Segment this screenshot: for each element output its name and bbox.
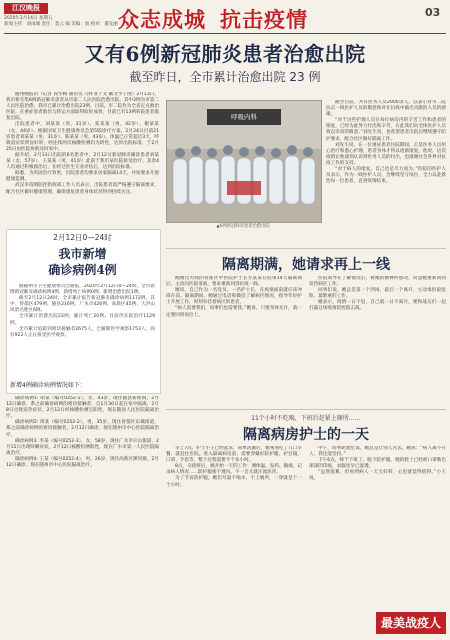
section3-col1 xyxy=(166,446,302,610)
lead-article-col3 xyxy=(326,100,446,238)
section3-col2 xyxy=(309,446,446,606)
section3-title: 隔离病房护士的一天 xyxy=(243,427,369,443)
slogan-left: 众志成城 xyxy=(118,7,206,32)
new-cases-list-title: 新增4例确诊病例情况如下： xyxy=(10,382,86,389)
paragraph: 她说，自己作为一名党员、一名护士长，在疫情面前就应该冲锋在前。隔离期间，她通过电话和微信了解病区情况，指导年轻护士开展工作，时刻牵挂着病区的患者。 xyxy=(166,288,302,306)
feature-banner: 最美战疫人 xyxy=(376,612,446,634)
paragraph: “对于这些护理人员在每位病房内的辛苦工作和患者的恢复，已经为此努力付出和辛劳，在此我们向全体医护人员致以崇高的敬意。”刘先生说，也希望患者出院后继续遵守防护要求，配合社区做好隔离工作。 xyxy=(326,118,446,142)
case-paragraph: 确诊病例4: 王某（编号0252-4），男，26岁，现住高新区淅河镇，2月12日确诊，现在随州市中心医院隔离治疗。 xyxy=(6,456,159,469)
paragraph: “对于病人的康复，自己也是尽力而为。”医院的医护人员表示，作为一线医护人员，会继续坚守岗位，全力以赴救治每一位患者，直到疫情结束。 xyxy=(326,167,446,185)
editor-credits: 新闻主持：刘雨城 责任：莫云 编 美编：翁 校对：董先丽 xyxy=(4,22,118,27)
paragraph: “虽然很累，但看到病人一天天好转，心里就觉得值得。”小王说。 xyxy=(309,470,446,482)
paragraph: 随州晚报讯（记者 段华梅 通讯员 马怀业 / 文 戴文学 / 图）2月13日，我市新毛集6例新冠肺炎患者从市第二人民医院治愈出院。其中2例为市第二人民医院治愈，我市已累计治愈出院23例。目前，市二院作为全省定点救治医院，在重症患者救治与转运方面取得较好成效，目前已有13例转院患者康复出院。 xyxy=(6,92,159,122)
page-number: 03 xyxy=(425,6,441,19)
section3-kicker: 11个小时不吃喝，下班后赶紧上厕所…… xyxy=(251,415,361,422)
section3-divider xyxy=(166,409,446,410)
new-cases-body xyxy=(10,284,155,376)
case-paragraph: 确诊病例3: 李某（编号0252-3），女，58岁，现住广水市应山街道，2月11日出现咳嗽症状，2月12日核酸检测阳性，现在广水市第一人民医院隔离治疗。 xyxy=(6,438,159,456)
issue-meta xyxy=(4,16,124,28)
paragraph: 早上7点，护士小王已经起床，简单洗漱后，她匆匆吃了几口早餐，就赶往医院。进入隔离病房前，需要穿戴好防护服、护目镜、口罩、手套等，整个过程需要半个多小时。 xyxy=(166,446,302,464)
issue-date: 2020年2月14日 星期五 xyxy=(4,16,53,21)
paragraph: 全市累计治愈出院23例，累计死亡20例。目前仍在院治疗1129例。 xyxy=(10,314,155,326)
paragraph: 8点，交接班后，她开始一天的工作：测体温、发药、输液、记录病人情况……防护服密不透风，不一会儿就汗流浃背。 xyxy=(166,464,302,476)
paragraph: 全市累计追踪到密切接触者2675人，已解除医学观察1753人，尚有922人正在接受医学观察。 xyxy=(10,326,155,338)
ward-sign: 呼吸内科 xyxy=(207,111,281,123)
new-cases-title xyxy=(6,246,159,278)
section2-divider xyxy=(166,248,446,249)
paragraph: 武汉市疫情防控指挥部工作人员表示，出院患者需严格遵守隔离要求，配合社区做好健康管理，确保康复患者身体状况得到持续关注。 xyxy=(6,183,159,195)
section-slogan xyxy=(118,4,358,34)
case-paragraph: 确诊病例1: 胡某（编号0252-1），女，43岁，现住随县新街镇，2月12日确诊，系之前确诊病例的密切接触者，自1月30日起在家中隔离，2月8日出现发热症状，2月12日经核酸检测呈阳性，现在随县人民医院隔离治疗。 xyxy=(6,396,159,420)
new-cases-date: 2月12日0—24时 xyxy=(53,233,112,242)
slogan-right: 抗击疫情 xyxy=(220,7,308,32)
photo-caption: ▲6例新冠肺炎患者治愈出院 xyxy=(216,224,270,229)
paragraph: 刚刚出火线的曾都区中医院护士长方某某在结束14天隔离期后，主动向医院请战，要求重新回到抗疫一线。 xyxy=(166,276,302,288)
paragraph: 据随州市卫生健康委员会通报，2020年2月12日0—24时，全市新增新冠肺炎确诊病例4例，新增死亡病例0例，新增治愈出院1例。 xyxy=(10,284,155,296)
lead-article-col1 xyxy=(6,92,159,226)
section2-col2 xyxy=(309,276,446,406)
paragraph: 下午6点，终于下班了。脱下防护服，她的脸上已经被口罩勒出深深的印痕，衣服也早已湿透。 xyxy=(309,458,446,470)
paragraph: 刘先生说，在一位重症患者住院期间，正是医务人员用心治疗和悉心护理，患者身体才得以逐渐康复。他说，这次疫情让他深刻认识到医务人员的付出，也感谢社会各界对抗疫工作的支持。 xyxy=(326,142,446,166)
paragraph: 出院患者中，刘某某（男，31岁）、张某某（男，42岁）、谢某某（女，44岁）。根据国家卫生健康委员会第5版诊疗方案，2月24日目前21岁患者刘某某（男，31岁）、陈某某（男，43岁），体温已正常超过3天，呼吸道症状明显好转，经连续两次核酸检测均为阴性，达到出院标准，于2月25日由医院协助送回家中。 xyxy=(6,122,159,152)
case-details-column xyxy=(6,396,159,610)
paragraph: 医院领导在了解情况后，被她的精神所感动，同意她重新回到发热病区工作。 xyxy=(309,276,446,288)
discharge-photo xyxy=(166,100,322,223)
newspaper-logo: 江汉晚报 xyxy=(4,3,48,14)
paragraph: 截至2月12日24时，全市累计报告新冠肺炎确诊病例1172例，其中：曾都区479例、随县216例、广水市426例、高新区45例、大洪山风景名胜区6例。 xyxy=(10,296,155,314)
masthead-divider xyxy=(4,33,446,34)
section2-title: 隔离期满，她请求再上一线 xyxy=(222,257,390,273)
paragraph: 据介绍，2月13日出院的6名患者中，2月12日新冠肺炎确诊患者刘某某（女，57岁）、王某某（男，41岁）此前于我市某医院接受治疗；其余4人均通过积极救治后，在经过医生专业评估后，达到出院标准。 xyxy=(6,152,159,171)
paragraph: 同事们说，她总是第一个到岗，最后一个离开，主动承担最危险、最繁重的工作。 xyxy=(309,288,446,300)
page-subhead: 截至昨日，全市累计治愈出院 23 例 xyxy=(129,70,321,84)
paragraph: 据悉，为巩固治疗效果，出院患者均要求居家隔离14天，并按要求开展健康监测。 xyxy=(6,171,159,183)
case-paragraph: 确诊病例2: 周某（编号0252-2），男，35岁，现住曾都区东城街道，系之前确诊病例的密切接触者，2月12日确诊，现在随州市中心医院隔离治疗。 xyxy=(6,420,159,438)
section2-col1 xyxy=(166,276,302,406)
paragraph: “病人需要我们，同事们也需要我。”她说，只要身体允许，就一定要回到岗位上。 xyxy=(166,306,302,318)
paragraph: 她表示，疫情一日不退，自己就一日不离开，要和战友们一起打赢这场疫情防控阻击战。 xyxy=(309,300,446,312)
paragraph: 为了节省防护服，她们尽量不喝水、不上厕所，一穿就是十一个小时。 xyxy=(166,476,302,488)
page-headline: 又有6例新冠肺炎患者治愈出院 xyxy=(84,42,366,66)
paragraph: 中午，同事轮流吃饭，她总是让别人先去。她说：“病人离不开人，我还能坚持。” xyxy=(309,446,446,458)
new-cases-title-line2: 确诊病例4例 xyxy=(48,263,117,277)
paragraph: 截至目前，共有医务人员2000余人，以表示对市二院抗击一线医护人员的敬意和对在抗疫中做出贡献的人员的感谢。 xyxy=(326,100,446,118)
new-cases-title-line1: 我市新增 xyxy=(58,247,107,261)
